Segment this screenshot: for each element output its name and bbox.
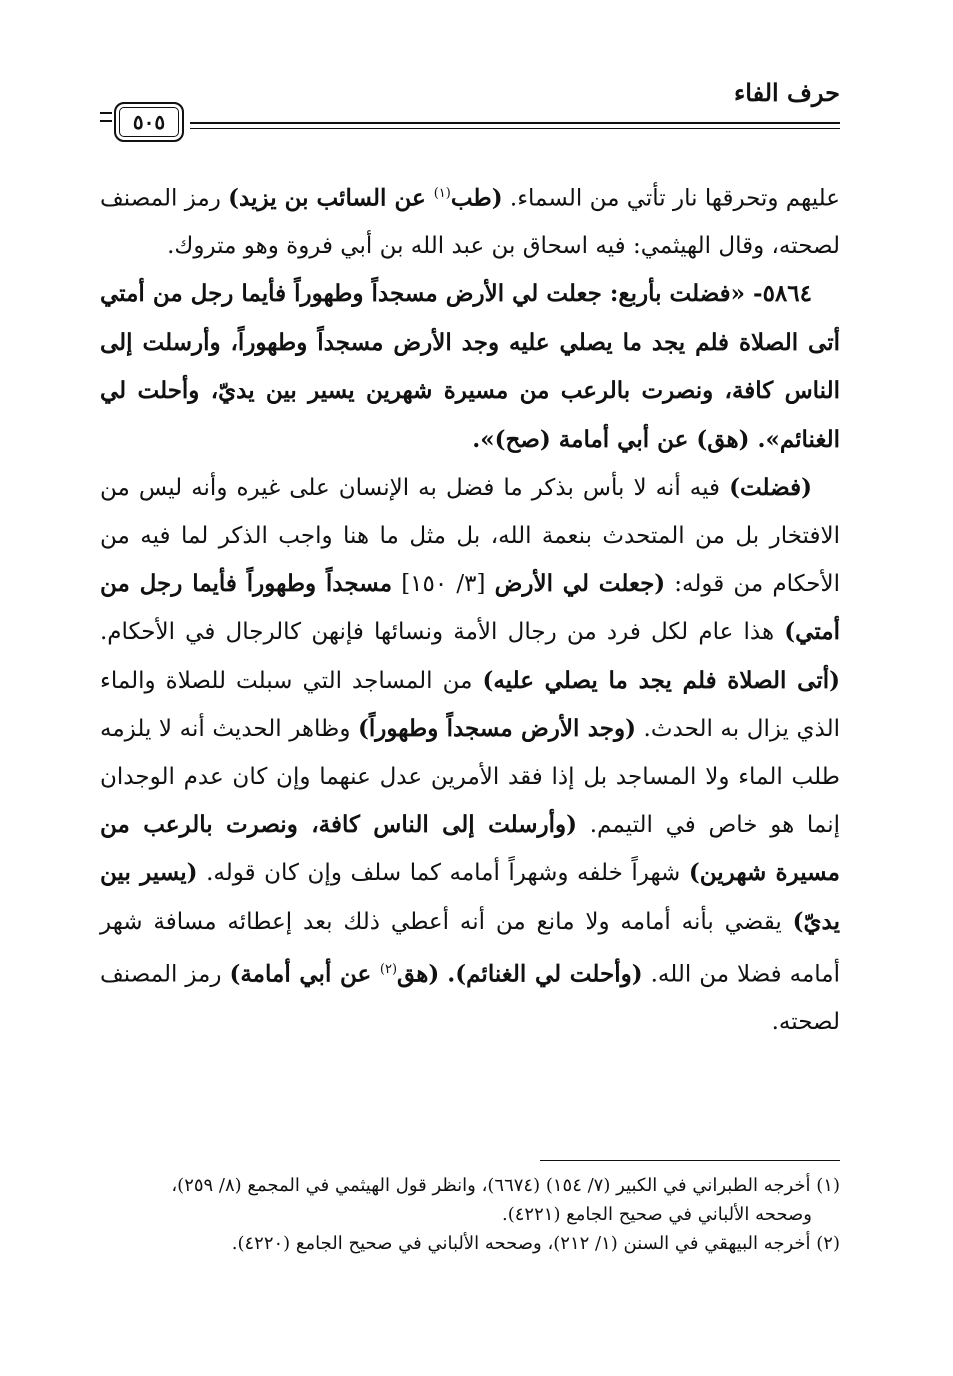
bold-phrase: ٥٨٦٤- «فضلت بأربع: جعلت لي الأرض مسجداً وطهوراً فأيما رجل من أمتي أتى الصلاة فلم يجد ما يصلي عليه وجد الأرض مسجداً وطهوراً، وأرسلت إلى الناس كافة، ونصرت بالرعب من مسيرة شهرين يسير بين يديّ، وأحلت لي الغنائم». (هق) عن أبي أمامة (صح)». <box>100 280 840 453</box>
bold-phrase: مسجداً وطهوراً فأيما رجل من أمتي) <box>100 569 840 646</box>
main-text <box>100 170 840 1047</box>
footnote-2-line-1: (٢) أخرجه البيهقي في السنن (١/ ٢١٢)، وصححه الألباني في صحيح الجامع (٤٢٢٠). <box>231 1233 840 1254</box>
text-run: هذا عام لكل فرد من رجال الأمة ونسائها فإنهن كالرجال في الأحكام. <box>100 619 785 646</box>
bold-phrase: (هق <box>397 960 440 988</box>
bold-phrase: (وأحلت لي الغنائم). <box>447 960 643 988</box>
page-number: ٥٠٥ <box>132 110 166 134</box>
text-run: يقضي بأنه أمامه ولا مانع من أنه أعطي ذلك بعد إعطائه مسافة شهر أمامه فضلا من الله. <box>100 908 840 988</box>
text-run: وظاهر الحديث أنه لا يلزمه طلب الماء ولا المساجد بل إذا فقد الأمرين عدل عنهما وإن كان عدم الوجدان إنما هو خاص في التيمم. <box>100 716 840 838</box>
paragraph-1 <box>100 170 840 270</box>
text-run: رمز المصنف لصحته. <box>100 961 840 1036</box>
text-run: رمز المصنف لصحته، وقال الهيثمي: فيه اسحاق بن عبد الله بن أبي فروة وهو متروك. <box>100 185 840 260</box>
bold-phrase: عن السائب بن يزيد) <box>228 184 434 212</box>
text-run: عليهم وتحرقها نار تأتي من السماء. <box>502 185 840 212</box>
bold-phrase: (جعلت لي الأرض <box>494 569 666 597</box>
footnote-1 <box>100 1171 840 1229</box>
text-run: شهراً خلفه وشهراً أمامه كما سلف وإن كان قوله. <box>197 860 689 887</box>
footnotes <box>100 1160 840 1258</box>
chapter-title: حرف الفاء <box>733 78 840 107</box>
bold-phrase: (فضلت) <box>729 474 812 502</box>
footnote-2 <box>100 1229 840 1258</box>
header-rule-thin <box>190 128 840 129</box>
bold-phrase: (يسير بين يديّ) <box>100 859 840 935</box>
footnote-1-line-2: وصححه الألباني في صحيح الجامع (٤٢٢١). <box>502 1204 812 1225</box>
commentary-paragraph <box>100 464 840 1047</box>
text-run: [٣/ ١٥٠] <box>392 570 495 597</box>
footnote-1-line-1: (١) أخرجه الطبراني في الكبير (٧/ ١٥٤) (٦٦٧٤)، وانظر قول الهيثمي في المجمع (٨/ ٢٥٩)، <box>171 1175 840 1196</box>
footnote-marker: (٢) <box>379 962 398 978</box>
text-run: من المساجد التي سبلت للصلاة والماء الذي يزال به الحدث. <box>100 667 840 743</box>
page-number-box <box>114 102 184 142</box>
bold-phrase: (وجد الأرض مسجداً وطهوراً) <box>358 715 636 743</box>
page-header <box>100 78 840 148</box>
header-rule-thick <box>190 122 840 124</box>
bold-phrase: (وأرسلت إلى الناس كافة، ونصرت بالرعب من مسيرة شهرين) <box>100 810 840 887</box>
hadith-paragraph <box>100 270 840 464</box>
bold-phrase: عن أبي أمامة) <box>229 960 380 988</box>
page-number-ornament <box>100 112 112 122</box>
bold-phrase: (طب <box>450 184 503 212</box>
text-run: فيه أنه لا بأس بذكر ما فضل به الإنسان على غيره وأنه ليس من الافتخار بل من المتحدث بنعمة الله، بل مثل ما هنا واجب الذكر لما فيه من الأحكام من قوله: <box>100 475 840 597</box>
bold-phrase: (أتى الصلاة فلم يجد ما يصلي عليه) <box>482 666 840 694</box>
footnote-marker: (١) <box>433 186 451 201</box>
footnote-separator <box>540 1160 840 1161</box>
